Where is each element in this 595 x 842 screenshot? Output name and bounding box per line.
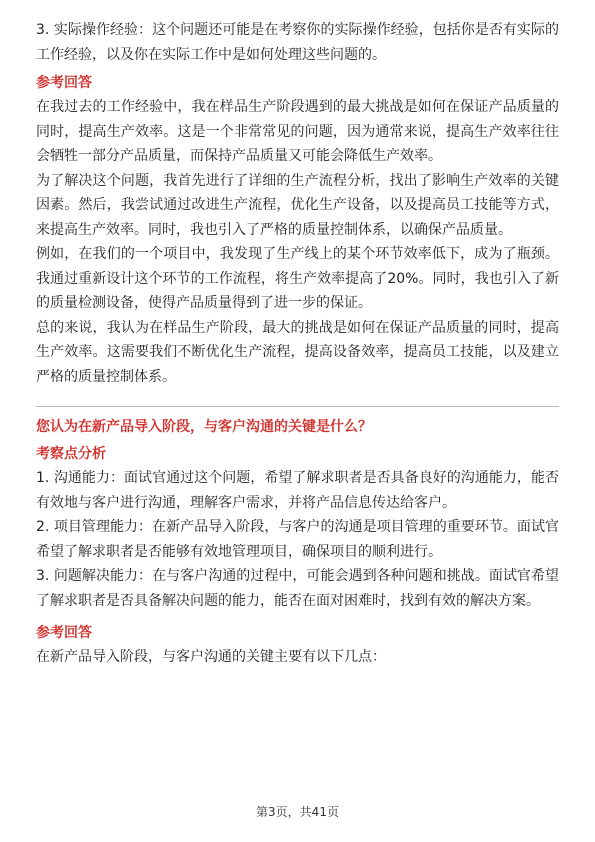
analysis-item-1: 1. 沟通能力：面试官通过这个问题，希望了解求职者是否具备良好的沟通能力，能否有效地与客户进行沟通，理解客户需求，并将产品信息传达给客户。 (36, 470, 559, 511)
answer-paragraph-4: 总的来说，我认为在样品生产阶段，最大的挑战是如何在保证产品质量的同时，提高生产效率。这需要我们不断优化生产流程，提高设备效率，提高员工技能，以及建立严格的质量控制体系。 (36, 319, 559, 385)
section-divider (36, 406, 559, 407)
answer-paragraph-3: 例如，在我们的一个项目中，我发现了生产线上的某个环节效率低下，成为了瓶颈。我通过重新设计这个环节的工作流程，将生产效率提高了20%。同时，我也引入了新的质量检测设备，使得产品质量得到了进一步的保证。 (36, 246, 559, 311)
reference-answer-label: 参考回答 (36, 75, 92, 91)
page-footer: 第3页，共41页 (256, 805, 339, 819)
reference-answer-label-2: 参考回答 (36, 625, 92, 641)
answer-paragraph-1: 在我过去的工作经验中，我在样品生产阶段遇到的最大挑战是如何在保证产品质量的同时，提高生产效率。这是一个非常常见的问题，因为通常来说，提高生产效率往往会牺牲一部分产品质量，而保持产品质量又可能会降低生产效率。 (36, 99, 559, 164)
question-title: 您认为在新产品导入阶段，与客户沟通的关键是什么？ (36, 419, 372, 435)
analysis-item-2: 2. 项目管理能力：在新产品导入阶段，与客户的沟通是项目管理的重要环节。面试官希望了解求职者是否能够有效地管理项目，确保项目的顺利进行。 (36, 519, 559, 560)
analysis-label: 考察点分析 (36, 446, 106, 462)
document-page (36, 18, 559, 670)
answer-paragraph-2: 为了解决这个问题，我首先进行了详细的生产流程分析，找出了影响生产效率的关键因素。然后，我尝试通过改进生产流程，优化生产设备，以及提高员工技能等方式，来提高生产效率。同时，我也引入了严格的质量控制体系，以确保产品质量。 (36, 172, 559, 238)
answer-intro: 在新产品导入阶段，与客户沟通的关键主要有以下几点： (36, 649, 386, 665)
analysis-item-3-continued: 3. 实际操作经验：这个问题还可能是在考察你的实际操作经验，包括你是否有实际的工作经验，以及你在实际工作中是如何处理这些问题的。 (36, 22, 559, 63)
analysis-item-3: 3. 问题解决能力：在与客户沟通的过程中，可能会遇到各种问题和挑战。面试官希望了解求职者是否具备解决问题的能力，能否在面对困难时，找到有效的解决方案。 (36, 568, 559, 609)
